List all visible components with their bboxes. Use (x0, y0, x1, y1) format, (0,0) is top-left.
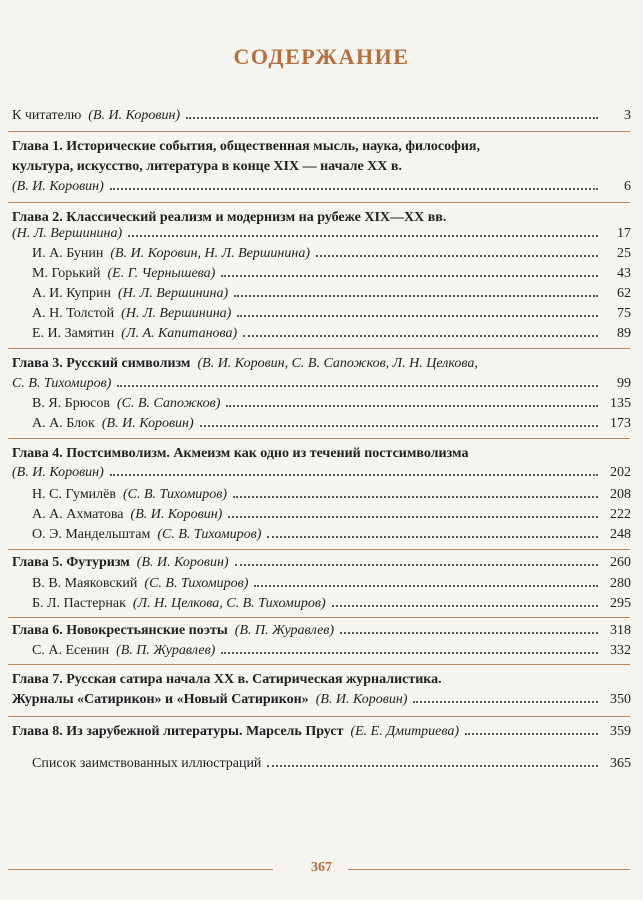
entry-author: (Е. Е. Дмитриева) (350, 724, 460, 739)
toc-entry-tolstoy[interactable] (32, 304, 604, 324)
leader-dots (228, 516, 598, 518)
leader-dots (267, 536, 598, 538)
toc-chapter-1-author-row[interactable] (12, 177, 604, 197)
leader-dots (243, 335, 598, 337)
entry-author: (Л. А. Капитанова) (121, 326, 238, 341)
entry-page: 6 (624, 179, 631, 194)
entry-text: В. Я. Брюсов (32, 396, 110, 411)
entry-author: (В. И. Коровин) (12, 465, 104, 480)
entry-text: В. В. Маяковский (32, 576, 138, 591)
leader-dots (234, 295, 598, 297)
toc-entry-mayakovsky[interactable] (32, 574, 604, 594)
chapter-title: Глава 5. Футуризм (12, 555, 130, 570)
toc-entry-esenin[interactable] (32, 641, 604, 661)
divider (8, 617, 630, 618)
toc-entry-to-reader[interactable] (12, 106, 604, 126)
toc-chapter-7-line1[interactable] (12, 670, 604, 690)
page-number: 367 (311, 860, 332, 875)
entry-page: 25 (617, 246, 631, 261)
toc-chapter-8[interactable] (12, 722, 604, 742)
entry-page: 3 (624, 108, 631, 123)
leader-dots (117, 385, 598, 387)
entry-page: 222 (610, 507, 631, 522)
chapter-title: Глава 2. Классический реализм и модернизм на рубеже XIX—XX вв. (12, 210, 447, 225)
leader-dots (267, 765, 598, 767)
chapter-title: Глава 4. Постсимволизм. Акмеизм как одно из течений постсимволизма (12, 446, 469, 461)
divider (8, 348, 630, 349)
leader-dots (254, 585, 598, 587)
entry-author: (В. И. Коровин) (136, 555, 229, 570)
entry-author: (С. В. Тихомиров) (157, 527, 262, 542)
entry-author: (В. П. Журавлев) (116, 643, 216, 658)
entry-author: (С. В. Тихомиров) (123, 487, 228, 502)
entry-text: О. Э. Мандельштам (32, 527, 151, 542)
divider (8, 664, 630, 665)
entry-page: 248 (610, 527, 631, 542)
toc-entry-akhmatova[interactable] (32, 505, 604, 525)
entry-author: (С. В. Тихомиров) (144, 576, 249, 591)
entry-text: А. Н. Толстой (32, 306, 115, 321)
entry-page: 359 (610, 724, 631, 739)
leader-dots (128, 235, 598, 237)
leader-dots (110, 188, 598, 190)
chapter-title: Глава 1. Исторические события, общественная мысль, наука, философия, (12, 139, 480, 154)
entry-author: (В. И. Коровин) (88, 108, 181, 123)
entry-author: С. В. Тихомиров) (12, 376, 112, 391)
entry-author: (Е. Г. Чернышева) (107, 266, 216, 281)
leader-dots (340, 632, 598, 634)
entry-author: (В. И. Коровин) (315, 692, 408, 707)
entry-author: (Н. Л. Вершинина) (121, 306, 232, 321)
entry-author: (С. В. Сапожков) (117, 396, 221, 411)
leader-dots (186, 117, 598, 119)
entry-text: А. А. Блок (32, 416, 95, 431)
entry-page: 365 (610, 756, 631, 771)
entry-author: (В. И. Коровин) (101, 416, 194, 431)
chapter-title: Глава 7. Русская сатира начала XX в. Сатирическая журналистика. (12, 672, 442, 687)
entry-author: (Л. Н. Целкова, С. В. Тихомиров) (132, 596, 326, 611)
entry-page: 332 (610, 643, 631, 658)
footer-rule-right (348, 869, 630, 870)
leader-dots (221, 275, 598, 277)
entry-page: 202 (610, 465, 631, 480)
divider (8, 549, 630, 550)
entry-author: (В. И. Коровин) (130, 507, 223, 522)
entry-author: (В. И. Коровин, Н. Л. Вершинина) (110, 246, 310, 261)
toc-chapter-3-line1[interactable] (12, 354, 604, 374)
divider (8, 202, 630, 203)
toc-entry-mandelstam[interactable] (32, 525, 604, 545)
chapter-title: Глава 3. Русский символизм (12, 356, 191, 371)
entry-page: 318 (610, 623, 631, 638)
divider (8, 131, 630, 132)
entry-text: Б. Л. Пастернак (32, 596, 126, 611)
toc-entry-gumilev[interactable] (32, 485, 604, 505)
toc-chapter-7-line2[interactable] (12, 690, 604, 710)
entry-page: 280 (610, 576, 631, 591)
chapter-title: Глава 6. Новокрестьянские поэты (12, 623, 228, 638)
leader-dots (233, 496, 598, 498)
toc-chapter-6[interactable] (12, 621, 604, 641)
entry-page: 260 (610, 555, 631, 570)
toc-entry-pasternak[interactable] (32, 594, 604, 614)
toc-entry-blok[interactable] (32, 414, 604, 434)
chapter-title: Журналы «Сатирикон» и «Новый Сатирикон» (12, 692, 309, 707)
toc-entry-bunin[interactable] (32, 244, 604, 264)
entry-text: К читателю (12, 108, 82, 123)
leader-dots (221, 652, 598, 654)
entry-text: Н. С. Гумилёв (32, 487, 116, 502)
leader-dots (465, 733, 598, 735)
entry-author: (В. П. Журавлев) (234, 623, 335, 638)
entry-page: 43 (617, 266, 631, 281)
entry-page: 75 (617, 306, 631, 321)
toc-entry-bryusov[interactable] (32, 394, 604, 414)
entry-page: 99 (617, 376, 631, 391)
toc-entry-zamyatin[interactable] (32, 324, 604, 344)
entry-page: 295 (610, 596, 631, 611)
divider (8, 716, 630, 717)
entry-author: (В. И. Коровин) (12, 179, 104, 194)
toc-entry-illustrations[interactable] (32, 754, 604, 774)
leader-dots (110, 474, 598, 476)
chapter-title: культура, искусство, литература в конце XIX — начале XX в. (12, 159, 402, 174)
entry-page: 135 (610, 396, 631, 411)
toc-entry-gorky[interactable] (32, 264, 604, 284)
toc-chapter-4-line1[interactable] (12, 444, 604, 464)
entry-page: 89 (617, 326, 631, 341)
entry-page: 173 (610, 416, 631, 431)
entry-author: (Н. Л. Вершинина) (12, 226, 123, 241)
entry-author: (В. И. Коровин, С. В. Сапожков, Л. Н. Целкова, (197, 356, 478, 371)
entry-text: М. Горький (32, 266, 101, 281)
entry-text: С. А. Есенин (32, 643, 110, 658)
leader-dots (413, 701, 598, 703)
entry-page: 350 (610, 692, 631, 707)
toc-chapter-3-author-row[interactable] (12, 374, 604, 394)
toc-entry-kuprin[interactable] (32, 284, 604, 304)
toc-chapter-2-author-row[interactable] (12, 224, 604, 244)
entry-text: А. А. Ахматова (32, 507, 124, 522)
entry-text: Список заимствованных иллюстраций (32, 756, 262, 771)
entry-page: 208 (610, 487, 631, 502)
toc-chapter-1-line1[interactable] (12, 137, 604, 157)
toc-chapter-4-author-row[interactable] (12, 463, 604, 483)
leader-dots (237, 315, 598, 317)
page-title: СОДЕРЖАНИЕ (233, 44, 410, 69)
leader-dots (235, 564, 598, 566)
entry-author: (Н. Л. Вершинина) (117, 286, 229, 301)
toc-chapter-5[interactable] (12, 553, 604, 573)
divider (8, 438, 630, 439)
entry-page: 62 (617, 286, 631, 301)
toc-chapter-1-line2[interactable] (12, 157, 604, 177)
leader-dots (332, 605, 598, 607)
entry-text: И. А. Бунин (32, 246, 104, 261)
leader-dots (200, 425, 598, 427)
entry-page: 17 (617, 226, 631, 241)
entry-text: А. И. Куприн (32, 286, 111, 301)
leader-dots (316, 255, 598, 257)
leader-dots (226, 405, 598, 407)
chapter-title: Глава 8. Из зарубежной литературы. Марсель Пруст (12, 724, 344, 739)
entry-text: Е. И. Замятин (32, 326, 115, 341)
